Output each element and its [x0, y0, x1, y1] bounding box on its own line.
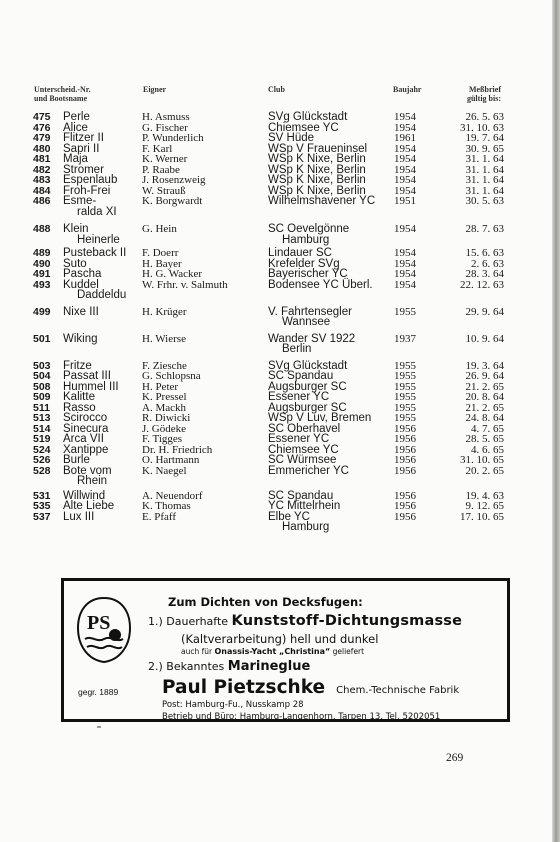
boat-name-text: Espenlaub [63, 174, 118, 186]
boat-name-text: Alice [63, 121, 88, 134]
boat-number-text: 526 [33, 454, 51, 466]
boat-number-text: 483 [33, 174, 51, 186]
measure-valid-until-text: 31. 10. 63 [460, 121, 504, 134]
build-year-text: 1956 [394, 500, 416, 512]
boat-name-text: Nixe III [63, 305, 99, 318]
boat-name-text: Perle [63, 111, 90, 123]
club [268, 196, 394, 217]
register-body [33, 112, 504, 533]
measure-valid-until-text: 30. 5. 63 [465, 195, 504, 207]
build-year-text: 1956 [394, 422, 416, 435]
owner-text: H. Bayer [142, 257, 182, 270]
print-mark [97, 726, 101, 728]
measure-valid-until-text: 20. 8. 64 [465, 391, 504, 403]
club [268, 487, 394, 502]
owner-text: G. Hein [142, 223, 177, 235]
owner-text: G. Fischer [142, 121, 188, 134]
boat-name-text: Passat III [63, 370, 111, 382]
club-cont: Hamburg [282, 521, 330, 533]
club [268, 245, 394, 259]
ad-title: Zum Dichten von Decksfugen: [168, 595, 363, 609]
boat-name [63, 301, 142, 328]
boat-number-text: 519 [33, 433, 51, 445]
table-row [33, 217, 504, 245]
ad-item-1-desc: (Kaltverarbeitung) hell und dunkel [181, 632, 379, 646]
build-year [394, 328, 449, 355]
boat-number [33, 512, 63, 533]
owner-text: A. Mackh [142, 401, 186, 414]
boat-name-text: Maja [63, 153, 88, 165]
owner-text: J. Rosenzweig [142, 174, 206, 186]
boat-number-text: 486 [33, 195, 51, 207]
ad-item-2: 2.) Bekanntes Marineglue [148, 659, 311, 674]
owner-text: H. Asmuss [142, 111, 190, 123]
build-year-text: 1956 [394, 489, 416, 502]
measure-valid-until [449, 280, 504, 301]
measure-valid-until-text: 4. 6. 65 [471, 443, 504, 456]
build-year [394, 245, 449, 259]
build-year-text: 1955 [394, 370, 416, 382]
owner-text: R. Diwicki [142, 412, 191, 424]
measure-valid-until [449, 196, 504, 217]
boat-name-cont: Heinerle [77, 233, 120, 246]
boat-number-text: 490 [33, 257, 51, 270]
boat-number [33, 217, 63, 245]
measure-valid-until-text: 2. 6. 63 [471, 257, 504, 270]
table-row [33, 355, 504, 372]
boat-number-text: 481 [33, 153, 51, 165]
boat-name-text: Sapri II [63, 142, 100, 155]
company-logo [75, 595, 133, 665]
table-row [33, 512, 504, 533]
club-cont: Berlin [282, 343, 312, 355]
club-text: SVg Glückstadt [268, 111, 348, 123]
club [268, 217, 394, 245]
owner-text: F. Tigges [142, 433, 183, 445]
boat-number-text: 509 [33, 391, 51, 403]
club-text: Bayerischer YC [268, 268, 348, 280]
boat-number-text: 476 [33, 121, 51, 134]
measure-valid-until [449, 328, 504, 355]
owner-text: A. Neuendorf [142, 489, 203, 502]
logo-letters: PS [87, 612, 111, 634]
boat-name-text: Scirocco [63, 412, 108, 424]
owner-text: H. Krüger [142, 305, 187, 318]
measure-valid-until [449, 245, 504, 259]
measure-valid-until [449, 466, 504, 487]
club-text: WSp K Nixe, Berlin [268, 184, 366, 197]
club-text: Essener YC [268, 391, 330, 403]
boat-register-table [33, 112, 504, 533]
header-club: Club [268, 85, 285, 94]
measure-valid-until-text: 28. 5. 65 [465, 433, 504, 445]
ad-item-1-note: auch für Onassis-Yacht „Christina“ geliefert [181, 647, 365, 656]
boat-name [63, 245, 142, 259]
measure-valid-until-text: 31. 1. 64 [465, 174, 504, 186]
boat-name-text: Arca VII [63, 433, 104, 445]
boat-name-cont: Daddeldu [77, 289, 127, 301]
build-year-text: 1954 [394, 268, 416, 280]
owner-text: H. Wierse [142, 332, 186, 345]
club [268, 355, 394, 372]
boat-number-text: 504 [33, 370, 51, 382]
table-row [33, 328, 504, 355]
club-cont: Wannsee [282, 316, 331, 328]
owner [142, 355, 268, 372]
boat-number-text: 475 [33, 111, 51, 123]
firm-name: Paul Pietzschke [162, 677, 326, 698]
build-year-text: 1956 [394, 464, 416, 477]
boat-name-text: Sinecura [63, 422, 109, 435]
boat-number-text: 499 [33, 305, 51, 318]
boat-number-text: 489 [33, 247, 51, 259]
owner-text: E. Pfaff [142, 510, 177, 523]
boat-name-text: Lux III [63, 510, 95, 523]
build-year-text: 1956 [394, 510, 416, 523]
club [268, 512, 394, 533]
boat-number-text: 488 [33, 223, 51, 235]
club-text: SV Hüde [268, 132, 315, 144]
owner-text: W. Strauß [142, 184, 186, 197]
club-cont: Hamburg [282, 233, 330, 246]
header-eigner: Eigner [143, 85, 167, 94]
build-year-text: 1954 [394, 111, 416, 123]
club-text: YC Mittelrhein [268, 500, 341, 512]
measure-valid-until-text: 19. 4. 63 [465, 489, 504, 502]
club-text: WSp V Fraueninsel [268, 142, 368, 155]
measure-valid-until [449, 487, 504, 502]
founded-year: gegr. 1889 [78, 687, 119, 697]
measure-valid-until-text: 20. 2. 65 [465, 464, 504, 477]
boat-name-text: Willwind [63, 489, 106, 502]
boat-name-cont: ralda XI [77, 205, 117, 218]
measure-valid-until-text: 10. 9. 64 [465, 332, 504, 345]
club-text: Elbe YC [268, 510, 310, 523]
build-year-text: 1954 [394, 153, 416, 165]
club-text: WSp K Nixe, Berlin [268, 153, 366, 165]
boat-name-text: Suto [63, 257, 87, 270]
build-year-text: 1955 [394, 305, 416, 318]
boat-number-text: 513 [33, 412, 51, 424]
boat-number-text: 493 [33, 278, 51, 291]
boat-number [33, 245, 63, 259]
build-year-text: 1954 [394, 163, 416, 176]
boat-name-text: Bote vom [63, 464, 112, 477]
header-baujahr: Baujahr [393, 85, 422, 94]
boat-name [63, 280, 142, 301]
measure-valid-until-text: 28. 7. 63 [465, 223, 504, 235]
club-text: SVg Glückstadt [268, 359, 348, 372]
boat-name [63, 512, 142, 533]
build-year [394, 487, 449, 502]
boat-number [33, 196, 63, 217]
boat-name-text: Klein [63, 223, 89, 235]
table-row [33, 280, 504, 301]
owner-text: H. G. Wacker [142, 268, 203, 280]
boat-name [63, 196, 142, 217]
boat-name-cont: Rhein [77, 475, 108, 487]
measure-valid-until-text: 15. 6. 63 [465, 247, 504, 259]
ad-firm [162, 677, 459, 698]
boat-name-text: Fritze [63, 359, 92, 372]
club-text: Essener YC [268, 433, 330, 445]
measure-valid-until-text: 24. 8. 64 [465, 412, 504, 424]
header-messbrief: Meßbrief gültig bis: [466, 85, 501, 103]
build-year-text: 1954 [394, 247, 416, 259]
measure-valid-until-text: 28. 3. 64 [465, 268, 504, 280]
build-year-text: 1955 [394, 380, 416, 393]
club [268, 280, 394, 301]
owner-text: F. Karl [142, 142, 173, 155]
build-year [394, 196, 449, 217]
boat-number-text: 503 [33, 359, 51, 372]
measure-valid-until-text: 31. 1. 64 [465, 153, 504, 165]
build-year-text: 1956 [394, 433, 416, 445]
owner [142, 466, 268, 487]
boat-number-text: 508 [33, 380, 51, 393]
owner-text: F. Doerr [142, 247, 179, 259]
boat-name-text: Rasso [63, 401, 96, 414]
owner-text: O. Hartmann [142, 454, 200, 466]
build-year [394, 217, 449, 245]
measure-valid-until-text: 31. 1. 64 [465, 184, 504, 197]
owner-text: K. Borgwardt [142, 195, 203, 207]
firm-post-address: Post: Hamburg-Fu., Nusskamp 28 [162, 700, 304, 710]
build-year [394, 301, 449, 328]
boat-number-text: 514 [33, 422, 51, 435]
club [268, 466, 394, 487]
boat-number-text: 482 [33, 163, 51, 176]
measure-valid-until-text: 31. 10. 65 [460, 454, 504, 466]
club-text: SC Spandau [268, 489, 334, 502]
club-text: Wander SV 1922 [268, 332, 356, 345]
club-text: WSp K Nixe, Berlin [268, 163, 366, 176]
build-year-text: 1956 [394, 443, 416, 456]
measure-valid-until-text: 19. 7. 64 [465, 132, 504, 144]
measure-valid-until [449, 217, 504, 245]
boat-number-text: 537 [33, 510, 51, 523]
owner-text: K. Thomas [142, 500, 191, 512]
build-year-text: 1954 [394, 184, 416, 197]
club-text: SC Oevelgönne [268, 223, 350, 235]
ad-item-2-product: Marineglue [227, 659, 311, 674]
owner [142, 217, 268, 245]
build-year-text: 1961 [394, 132, 416, 144]
build-year-text: 1951 [394, 195, 416, 207]
measure-valid-until-text: 29. 9. 64 [465, 305, 504, 318]
club-text: WSp V Luv, Bremen [268, 412, 372, 424]
measure-valid-until-text: 21. 2. 65 [465, 380, 504, 393]
club-text: SC Spandau [268, 370, 334, 382]
build-year-text: 1954 [394, 174, 416, 186]
owner-text: W. Frhr. v. Salmuth [142, 278, 228, 291]
boat-number-text: 524 [33, 443, 51, 456]
measure-valid-until [449, 355, 504, 372]
table-row [33, 196, 504, 217]
measure-valid-until-text: 31. 1. 64 [465, 163, 504, 176]
boat-number-text: 479 [33, 132, 51, 144]
build-year-text: 1954 [394, 223, 416, 235]
boat-name-text: Kuddel [63, 278, 99, 291]
build-year-text: 1954 [394, 121, 416, 134]
boat-name [63, 328, 142, 355]
build-year-text: 1955 [394, 359, 416, 372]
advertisement [61, 578, 510, 722]
measure-valid-until [449, 301, 504, 328]
measure-valid-until-text: 22. 12. 63 [460, 278, 504, 291]
measure-valid-until [449, 512, 504, 533]
measure-valid-until-text: 4. 7. 65 [471, 422, 504, 435]
build-year-text: 1955 [394, 412, 416, 424]
page-number: 269 [446, 752, 464, 764]
boat-name-text: Stromer [63, 163, 104, 176]
measure-valid-until-text: 26. 9. 64 [465, 370, 504, 382]
table-row [33, 466, 504, 487]
boat-number-text: 535 [33, 500, 51, 512]
measure-valid-until-text: 17. 10. 65 [460, 510, 504, 523]
measure-valid-until-text: 19. 3. 64 [465, 359, 504, 372]
build-year-text: 1955 [394, 401, 416, 414]
club-text: V. Fahrtensegler [268, 305, 352, 318]
boat-number-text: 511 [33, 401, 50, 414]
build-year-text: 1937 [394, 332, 416, 345]
ad-item-1: 1.) Dauerhafte Kunststoff-Dichtungsmasse [148, 613, 463, 629]
boat-number [33, 280, 63, 301]
owner [142, 245, 268, 259]
owner-text: Dr. H. Friedrich [142, 443, 213, 456]
club-text: Wilhelmshavener YC [268, 195, 376, 207]
boat-number [33, 466, 63, 487]
club-text: SC Würmsee [268, 454, 337, 466]
owner-text: F. Ziesche [142, 359, 187, 372]
club-text: Krefelder SVg [268, 257, 340, 270]
boat-number-text: 528 [33, 464, 51, 477]
club [268, 328, 394, 355]
boat-name-text: Burle [63, 454, 90, 466]
build-year-text: 1954 [394, 278, 416, 291]
boat-name [63, 355, 142, 372]
boat-name-text: Pascha [63, 268, 102, 280]
owner [142, 196, 268, 217]
build-year [394, 355, 449, 372]
owner [142, 512, 268, 533]
owner-text: K. Pressel [142, 391, 187, 403]
measure-valid-until-text: 26. 5. 63 [465, 111, 504, 123]
build-year [394, 512, 449, 533]
owner-text: P. Wunderlich [142, 132, 204, 144]
boat-name [63, 487, 142, 502]
measure-valid-until-text: 30. 9. 65 [465, 142, 504, 155]
table-row [33, 245, 504, 259]
club-text: Lindauer SC [268, 247, 332, 259]
boat-number [33, 301, 63, 328]
boat-name-text: Hummel III [63, 380, 119, 393]
club-text: Chiemsee YC [268, 443, 339, 456]
build-year [394, 280, 449, 301]
club-text: Augsburger SC [268, 401, 347, 414]
club-text: Emmericher YC [268, 464, 349, 477]
owner-text: K. Naegel [142, 464, 187, 477]
boat-name-text: Kalitte [63, 391, 95, 403]
boat-name-text: Alte Liebe [63, 500, 115, 512]
boat-number [33, 487, 63, 502]
boat-name-text: Wiking [63, 332, 98, 345]
owner [142, 487, 268, 502]
boat-name [63, 217, 142, 245]
measure-valid-until-text: 9. 12. 65 [465, 500, 504, 512]
table-row [33, 301, 504, 328]
boat-name-text: Flitzer II [63, 132, 104, 144]
boat-name [63, 466, 142, 487]
firm-office-address: Betrieb und Büro: Hamburg-Langenhorn, Tarpen 13, Tel. 5202051 [162, 712, 441, 722]
owner [142, 328, 268, 355]
owner [142, 280, 268, 301]
club-text: Augsburger SC [268, 380, 347, 393]
club-text: Chiemsee YC [268, 121, 339, 134]
owner-text: K. Werner [142, 153, 188, 165]
owner [142, 301, 268, 328]
boat-name-text: Xantippe [63, 443, 109, 456]
club-text: Bodensee YC Überl. [268, 278, 373, 291]
boat-number [33, 355, 63, 372]
build-year-text: 1954 [394, 257, 416, 270]
boat-number-text: 484 [33, 184, 51, 197]
firm-type: Chem.-Technische Fabrik [336, 685, 460, 696]
boat-name-text: Esme- [63, 195, 97, 207]
owner-text: P. Raabe [142, 163, 180, 176]
boat-number-text: 531 [33, 489, 51, 502]
boat-number-text: 491 [33, 268, 51, 280]
header-nr-bootsname: Unterscheid.-Nr. und Bootsname [34, 85, 91, 103]
table-row [33, 487, 504, 502]
ad-item-1-product: Kunststoff-Dichtungsmasse [231, 613, 463, 629]
build-year-text: 1954 [394, 142, 416, 155]
boat-number [33, 328, 63, 355]
boat-number-text: 480 [33, 142, 51, 155]
build-year-text: 1955 [394, 391, 416, 403]
boat-number-text: 501 [33, 332, 51, 345]
build-year-text: 1956 [394, 454, 416, 466]
measure-valid-until-text: 21. 2. 65 [465, 401, 504, 414]
boat-name-text: Froh-Frei [63, 184, 111, 197]
page-edge [552, 0, 560, 842]
club-text: SC Oberhavel [268, 422, 341, 435]
owner-text: G. Schlopsna [142, 370, 201, 382]
club-text: WSp K Nixe, Berlin [268, 174, 366, 186]
club [268, 301, 394, 328]
build-year [394, 466, 449, 487]
owner-text: H. Peter [142, 380, 179, 393]
owner-text: J. Gödeke [142, 422, 186, 435]
boat-name-text: Pusteback II [63, 247, 127, 259]
